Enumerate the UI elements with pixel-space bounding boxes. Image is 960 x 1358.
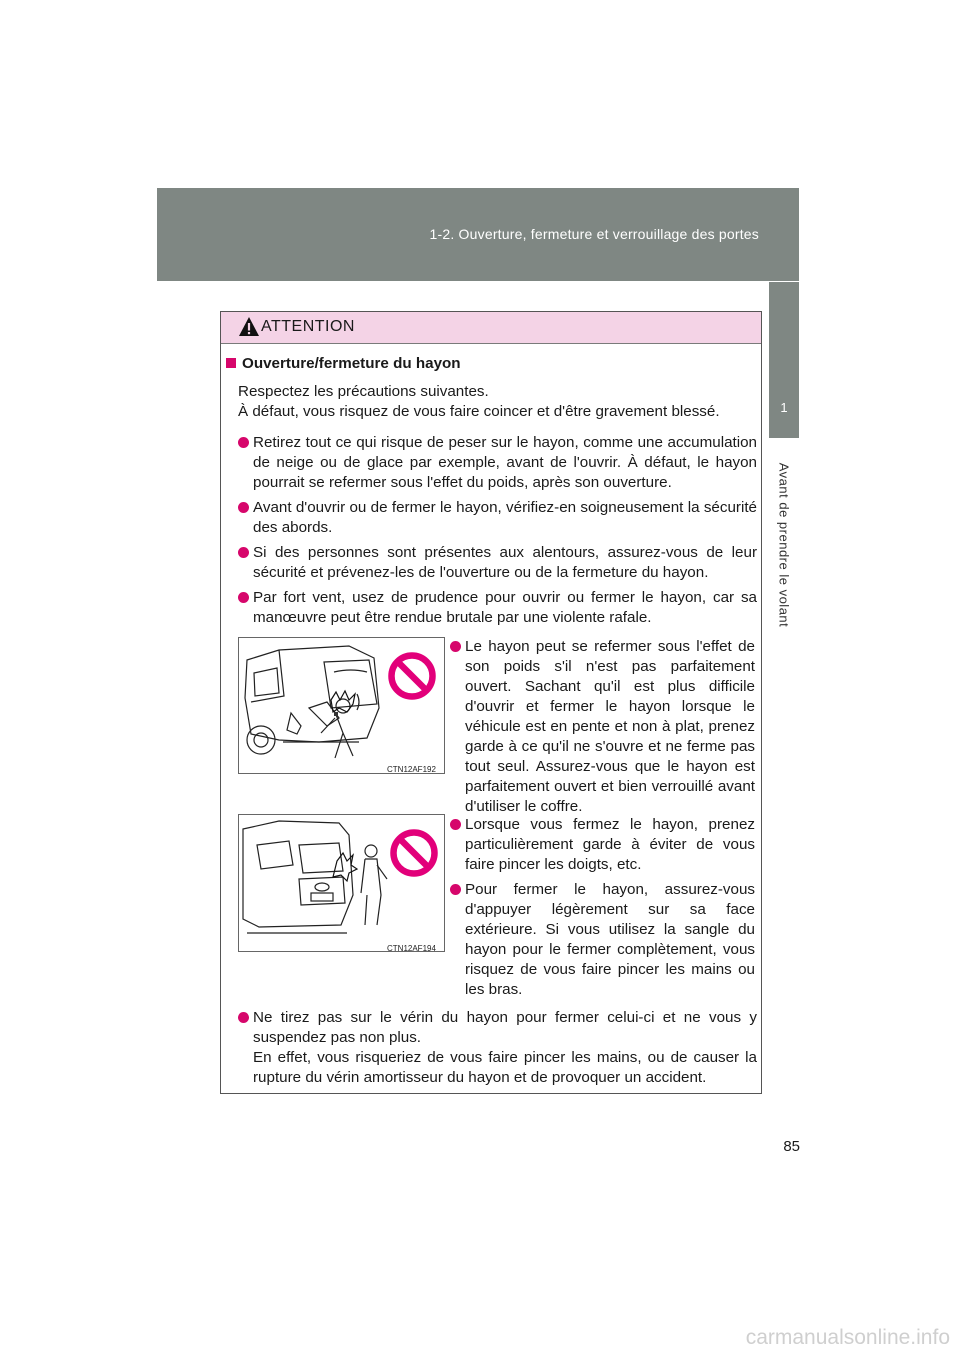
round-bullet-icon (238, 592, 249, 603)
list-item (238, 433, 757, 493)
round-bullet-icon (450, 641, 461, 652)
section-heading (226, 354, 461, 374)
watermark: carmanualsonline.info (745, 1326, 950, 1349)
round-bullet-icon (238, 547, 249, 558)
illustration-tailgate-weight (238, 637, 445, 774)
round-bullet-icon (450, 819, 461, 830)
warning-triangle-icon (238, 316, 260, 338)
list-item (450, 880, 755, 1000)
attention-label: ATTENTION (261, 318, 355, 335)
list-item (450, 637, 755, 817)
chapter-label: Avant de prendre le volant (776, 462, 792, 628)
list-item-text: Pour fermer le hayon, assurez-vous d'appuyer légèrement sur sa face extérieure. Si vous utilisez la sangle du hayon pour le fermer complètement, vous risquez de vous faire pincer les mains ou les bras. (465, 881, 755, 998)
round-bullet-icon (238, 437, 249, 448)
section-title: 1-2. Ouverture, fermeture et verrouillage des portes (429, 226, 759, 242)
list-item-text: Par fort vent, usez de prudence pour ouvrir ou fermer le hayon, car sa manœuvre peut être rendue brutale par une violente rafale. (253, 589, 757, 626)
heading-text: Ouverture/fermeture du hayon (242, 355, 461, 372)
list-item-text: Lorsque vous fermez le hayon, prenez particulièrement garde à éviter de vous faire pincer les doigts, etc. (465, 816, 755, 873)
page-number: 85 (783, 1138, 800, 1155)
list-item (238, 1008, 757, 1088)
list-item-text: Le hayon peut se refermer sous l'effet de son poids s'il n'est pas parfaitement ouvert. Sachant qu'il est plus difficile d'ouvrir et fermer le hayon lorsque le véhicule est en pente et non à plat, prenez garde à ce qu'il ne s'ouvre et ne ferme pas tout seul. Assurez-vous que le hayon est parfaitement ouvert et bien verrouillé avant d'utiliser le coffre. (465, 638, 755, 815)
list-item (450, 815, 755, 875)
illustration-finger-pinch (238, 814, 445, 952)
prohibition-sign-icon (389, 828, 439, 878)
round-bullet-icon (450, 884, 461, 895)
list-item (238, 498, 757, 538)
square-bullet-icon (226, 358, 236, 368)
list-item-text: En effet, vous risqueriez de vous faire pincer les mains, ou de causer la rupture du vérin amortisseur du hayon et de provoquer un accident. (253, 1049, 757, 1086)
prohibition-sign-icon (387, 651, 437, 701)
impact-mark (331, 691, 355, 712)
list-item-text: Retirez tout ce qui risque de peser sur le hayon, comme une accumulation de neige ou de glace par exemple, avant de l'ouvrir. À défaut, le hayon pourrait se refermer sous l'effet du poids, après son ouverture. (253, 434, 757, 491)
header-band (157, 188, 799, 281)
intro-line-2: À défaut, vous risquez de vous faire coincer et d'être gravement blessé. (238, 403, 720, 420)
figure-code: CTN12AF194 (387, 944, 436, 952)
chapter-label-container (772, 450, 796, 640)
list-item-text: Si des personnes sont présentes aux alentours, assurez-vous de leur sécurité et prévenez-les de l'ouverture ou de la fermeture du hayon. (253, 544, 757, 581)
attention-header (221, 312, 761, 344)
round-bullet-icon (238, 1012, 249, 1023)
list-item-text: Avant d'ouvrir ou de fermer le hayon, vérifiez-en soigneusement la sécurité des abords. (253, 499, 757, 536)
chapter-tab (769, 282, 799, 438)
list-item (238, 588, 757, 628)
list-item (238, 543, 757, 583)
round-bullet-icon (238, 502, 249, 513)
chapter-number: 1 (780, 400, 788, 415)
attention-box (220, 311, 762, 1094)
figure-code: CTN12AF192 (387, 765, 436, 774)
list-item-text: Ne tirez pas sur le vérin du hayon pour fermer celui-ci et ne vous y suspendez pas non plus. (253, 1009, 757, 1046)
intro-line-1: Respectez les précautions suivantes. (238, 383, 489, 400)
